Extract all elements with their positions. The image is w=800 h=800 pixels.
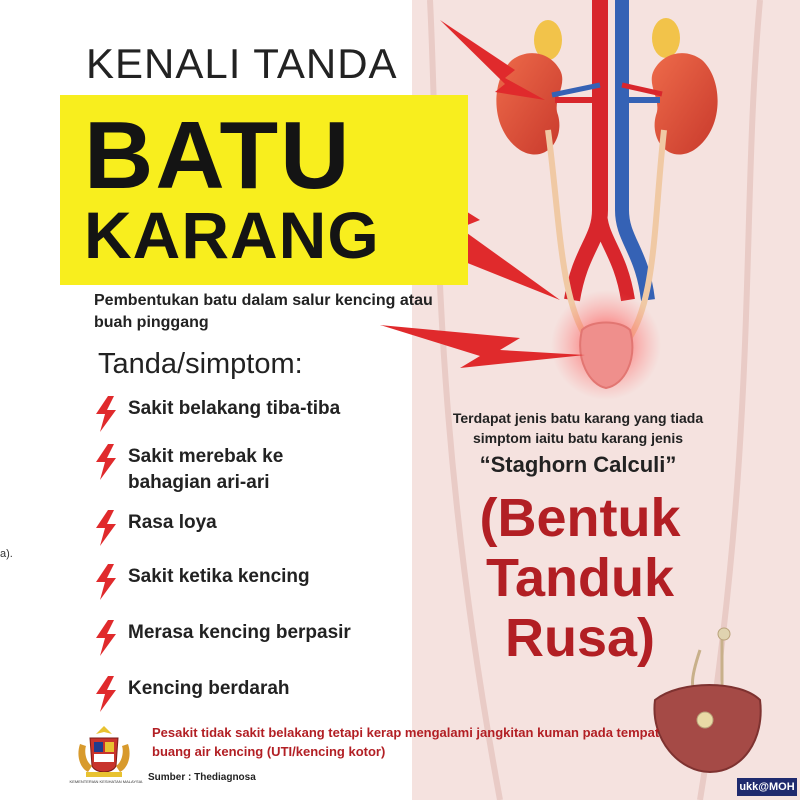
- symptom-item: [92, 620, 351, 656]
- symptom-item: [92, 444, 348, 496]
- ministry-label: KEMENTERIAN KESIHATAN MALAYSIA: [69, 779, 143, 784]
- title-batu: BATU: [84, 102, 352, 209]
- artery: [572, 0, 600, 300]
- footer-note: Pesakit tidak sakit belakang tetapi kerap mengalami jangkitan kuman pada tempat buang air kencing (UTI/kencing kotor): [152, 725, 660, 759]
- lightning-bolt-icon: [92, 444, 120, 480]
- symptom-item: [92, 510, 217, 546]
- definition-text: Pembentukan batu dalam salur kencing atau buah pinggang: [94, 292, 433, 331]
- ukk-moh-badge: ukk@MOH: [737, 778, 797, 796]
- symptom-item: [92, 676, 290, 712]
- title-kenali-tanda: KENALI TANDA: [86, 40, 398, 87]
- source-credit: Sumber : Thediagnosa: [148, 772, 256, 783]
- symptom-label: Merasa kencing berpasir: [128, 622, 351, 643]
- staghorn-term: “Staghorn Calculi”: [479, 452, 677, 477]
- staghorn-meaning: (Bentuk Tanduk Rusa): [479, 488, 681, 668]
- lightning-bolt-icon: [92, 620, 120, 656]
- title-karang: KARANG: [84, 198, 380, 272]
- lightning-bolt-icon: [92, 510, 120, 546]
- symptom-item: [92, 396, 340, 432]
- symptom-item: [92, 564, 310, 600]
- adrenal-gland-right: [652, 18, 680, 58]
- lightning-bolt-icon: [92, 396, 120, 432]
- symptoms-heading: Tanda/simptom:: [98, 348, 303, 380]
- staghorn-intro: Terdapat jenis batu karang yang tiada simptom iaitu batu karang jenis: [452, 410, 704, 446]
- stone-icon: [697, 712, 713, 728]
- cropped-edge-text: a).: [0, 548, 13, 560]
- lightning-bolt-icon: [92, 676, 120, 712]
- vein: [622, 0, 648, 300]
- symptom-label: Kencing berdarah: [128, 678, 290, 699]
- symptom-label: Sakit merebak ke bahagian ari-ari: [128, 446, 284, 493]
- symptom-label: Sakit belakang tiba-tiba: [128, 398, 341, 419]
- lightning-bolt-icon: [92, 564, 120, 600]
- symptom-label: Rasa loya: [128, 512, 217, 533]
- symptom-label: Sakit ketika kencing: [128, 566, 310, 587]
